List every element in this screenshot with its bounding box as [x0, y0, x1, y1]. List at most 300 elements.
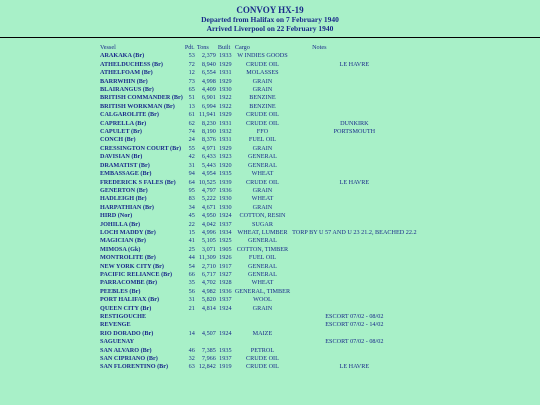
- table-row: [100, 120, 419, 128]
- built-cell: 1929: [219, 77, 232, 85]
- cargo-cell: BENZINE: [249, 94, 276, 102]
- pdt-cell: [185, 313, 197, 321]
- table-row: [100, 78, 419, 86]
- table-row: [100, 179, 419, 187]
- notes-cell: DUNKIRK: [340, 119, 369, 127]
- built-cell: 1929: [219, 60, 232, 68]
- table-row: [100, 153, 419, 161]
- table-row: [100, 313, 419, 321]
- pdt-cell: 31: [188, 296, 195, 304]
- tons-cell: 4,042: [201, 220, 216, 228]
- page-header: [0, 0, 540, 38]
- vessel-link[interactable]: EMBASSAGE (Br): [100, 170, 152, 178]
- cargo-cell: FUEL OIL: [248, 136, 277, 144]
- notes-cell: [292, 78, 419, 86]
- vessel-link[interactable]: QUEEN CITY (Br): [100, 304, 152, 312]
- notes-cell: ESCORT 07/02 - 14/02: [325, 321, 384, 329]
- tons-cell: 12,842: [198, 363, 216, 371]
- cargo-cell: GRAIN: [252, 203, 273, 211]
- table-row: [100, 229, 419, 237]
- vessel-cell: [100, 153, 185, 161]
- cargo-cell: CRUDE OIL: [246, 111, 279, 119]
- notes-cell: [292, 271, 419, 279]
- vessel-cell: [100, 86, 185, 94]
- cargo-cell: WHEAT: [251, 195, 274, 203]
- table-header-row: [100, 44, 419, 52]
- tons-cell: 5,820: [201, 296, 216, 304]
- vessel-link[interactable]: CRESSINGTON COURT (Br): [100, 144, 182, 152]
- vessel-cell: [100, 271, 185, 279]
- vessel-link[interactable]: BLAIRANGUS (Br): [100, 86, 154, 94]
- notes-cell: [292, 111, 419, 119]
- vessel-cell: [100, 237, 185, 245]
- table-row: [100, 136, 419, 144]
- vessel-cell: [100, 212, 185, 220]
- table-row: [100, 246, 419, 254]
- vessel-link[interactable]: SAGUENAY: [100, 338, 135, 346]
- vessel-cell: [100, 120, 185, 128]
- vessel-link[interactable]: ATHELDUCHESS (Br): [100, 60, 163, 68]
- tons-cell: 5,443: [201, 161, 216, 169]
- tons-cell: 8,376: [201, 136, 216, 144]
- built-cell: 1934: [219, 228, 232, 236]
- notes-cell: TORP BY U 57 AND U 23 21.2, BEACHED 22.2: [292, 228, 417, 236]
- table-row: [100, 162, 419, 170]
- built-cell: 1924: [219, 304, 232, 312]
- vessel-cell: [100, 288, 185, 296]
- vessel-cell: [100, 103, 185, 111]
- header-divider: [0, 37, 540, 38]
- tons-cell: 4,998: [201, 77, 216, 85]
- table-row: [100, 330, 419, 338]
- built-cell: 1935: [219, 170, 232, 178]
- table-row: [100, 69, 419, 77]
- vessel-link[interactable]: ATHELFOAM (Br): [100, 69, 153, 77]
- cargo-cell: COTTON, RESIN: [239, 212, 286, 220]
- built-cell: 1931: [219, 119, 232, 127]
- table-row: [100, 279, 419, 287]
- vessel-link[interactable]: MAGICIAN (Br): [100, 237, 146, 245]
- vessel-link[interactable]: PORT HALIFAX (Br): [100, 296, 160, 304]
- notes-cell: [292, 237, 419, 245]
- vessel-link[interactable]: JOHILLA (Br): [100, 220, 141, 228]
- arrival-line: Arrived Liverpool on 22 February 1940: [206, 24, 334, 33]
- vessel-link[interactable]: RIO DORADO (Br): [100, 329, 154, 337]
- pdt-cell: 46: [188, 346, 195, 354]
- notes-cell: [292, 52, 419, 60]
- tons-cell: 11,941: [199, 111, 216, 119]
- notes-cell: [292, 94, 419, 102]
- vessel-cell: [100, 170, 185, 178]
- pdt-cell: 62: [188, 119, 195, 127]
- vessel-cell: [100, 330, 185, 338]
- built-cell: 1931: [219, 69, 232, 77]
- pdt-cell: 25: [188, 245, 195, 253]
- vessel-link[interactable]: BARRWHIN (Br): [100, 77, 148, 85]
- table-row: [100, 103, 419, 111]
- built-cell: 1937: [219, 296, 232, 304]
- notes-cell: [292, 263, 419, 271]
- vessel-cell: [100, 162, 185, 170]
- tons-cell: 6,433: [201, 153, 216, 161]
- table-row: [100, 195, 419, 203]
- pdt-cell: 31: [188, 161, 195, 169]
- vessel-cell: [100, 321, 185, 329]
- built-cell: [218, 338, 235, 346]
- pdt-cell: 13: [188, 102, 195, 110]
- tons-cell: 7,385: [201, 346, 216, 354]
- cargo-cell: GENERAL: [248, 270, 277, 278]
- notes-cell: ESCORT 07/02 - 08/02: [325, 313, 384, 320]
- notes-cell: [292, 86, 419, 94]
- cargo-cell: MAIZE: [252, 329, 273, 337]
- cargo-cell: CRUDE OIL: [246, 178, 279, 186]
- table-row: [100, 221, 419, 229]
- table-row: [100, 321, 419, 329]
- table-row: [100, 338, 419, 346]
- notes-cell: LE HAVRE: [339, 363, 370, 371]
- table-row: [100, 61, 419, 69]
- pdt-cell: 51: [188, 94, 195, 102]
- built-cell: 1929: [219, 111, 232, 119]
- vessel-link[interactable]: BRITISH WORKMAN (Br): [100, 102, 175, 110]
- table-row: [100, 128, 419, 136]
- cargo-cell: WHEAT: [251, 170, 274, 178]
- tons-cell: [197, 338, 218, 346]
- tons-cell: 4,950: [201, 212, 216, 220]
- departure-line: Departed from Halifax on 7 February 1940: [201, 15, 339, 24]
- vessel-cell: [100, 229, 185, 237]
- cargo-cell: BENZINE: [249, 102, 276, 110]
- pdt-cell: 42: [188, 153, 195, 161]
- table-row: [100, 94, 419, 102]
- vessel-link[interactable]: BRITISH COMMANDER (Br): [100, 94, 183, 102]
- vessel-cell: [100, 338, 185, 346]
- pdt-cell: 14: [188, 329, 195, 337]
- cargo-cell: GRAIN: [252, 144, 273, 152]
- notes-cell: PORTSMOUTH: [333, 128, 376, 136]
- notes-cell: [292, 296, 419, 304]
- cargo-cell: GENERAL, TIMBER: [234, 287, 291, 295]
- built-cell: 1937: [219, 355, 232, 363]
- vessel-cell: [100, 61, 185, 69]
- vessel-link[interactable]: SAN ALVARO (Br): [100, 346, 152, 354]
- notes-cell: [292, 195, 419, 203]
- cargo-cell: SUGAR: [251, 220, 273, 228]
- cargo-cell: WOOL: [253, 296, 272, 304]
- vessel-cell: [100, 355, 185, 363]
- vessel-link[interactable]: HARPATHIAN (Br): [100, 203, 154, 211]
- cargo-cell: [235, 321, 292, 329]
- table-row: [100, 86, 419, 94]
- cargo-cell: GRAIN: [252, 77, 273, 85]
- built-cell: 1905: [219, 245, 232, 253]
- notes-cell: [292, 305, 419, 313]
- vessel-link[interactable]: DAVISIAN (Br): [100, 153, 143, 161]
- tons-cell: 8,190: [201, 128, 216, 136]
- vessel-link[interactable]: PEEBLES (Br): [100, 287, 141, 295]
- column-header-cargo: Cargo: [234, 44, 250, 51]
- vessel-link[interactable]: SAN FLORENTINO (Br): [100, 363, 169, 371]
- built-cell: [218, 313, 235, 321]
- pdt-cell: 35: [188, 279, 195, 287]
- notes-cell: [292, 153, 419, 161]
- tons-cell: 4,797: [201, 186, 216, 194]
- pdt-cell: 95: [188, 186, 195, 194]
- vessel-link[interactable]: MONTROLITE (Br): [100, 254, 156, 262]
- tons-cell: 8,940: [201, 60, 216, 68]
- cargo-cell: GENERAL: [248, 237, 277, 245]
- built-cell: 1922: [219, 94, 232, 102]
- table-row: [100, 355, 419, 363]
- pdt-cell: 53: [188, 52, 195, 60]
- tons-cell: 6,717: [201, 270, 216, 278]
- vessel-cell: [100, 195, 185, 203]
- cargo-cell: CRUDE OIL: [246, 355, 279, 363]
- vessel-link[interactable]: NEW YORK CITY (Br): [100, 262, 164, 270]
- vessel-link[interactable]: MIMOSA (Gk): [100, 245, 141, 253]
- vessel-cell: [100, 246, 185, 254]
- vessel-cell: [100, 136, 185, 144]
- pdt-cell: 41: [188, 237, 195, 245]
- notes-cell: [292, 254, 419, 262]
- pdt-cell: 34: [188, 203, 195, 211]
- tons-cell: 4,814: [201, 304, 216, 312]
- tons-cell: 4,971: [201, 144, 216, 152]
- table-row: [100, 145, 419, 153]
- tons-cell: 4,982: [201, 287, 216, 295]
- notes-cell: LE HAVRE: [339, 178, 370, 186]
- pdt-cell: [185, 338, 197, 346]
- notes-cell: [292, 103, 419, 111]
- pdt-cell: [185, 321, 197, 329]
- column-header-pdt: Pdt.: [184, 44, 195, 51]
- vessel-cell: [100, 254, 185, 262]
- table-row: [100, 288, 419, 296]
- table-row: [100, 111, 419, 119]
- built-cell: 1932: [219, 128, 232, 136]
- built-cell: 1929: [219, 144, 232, 152]
- pdt-cell: 66: [188, 270, 195, 278]
- cargo-cell: GENERAL: [248, 161, 277, 169]
- vessel-cell: [100, 363, 185, 371]
- vessel-cell: [100, 111, 185, 119]
- notes-cell: [292, 162, 419, 170]
- notes-cell: [292, 288, 419, 296]
- built-cell: 1924: [219, 212, 232, 220]
- notes-cell: [292, 145, 419, 153]
- table-row: [100, 363, 419, 371]
- cargo-cell: GRAIN: [252, 186, 273, 194]
- tons-cell: 11,309: [199, 254, 216, 262]
- vessel-link[interactable]: CONCH (Br): [100, 136, 136, 144]
- cargo-cell: WHEAT, LUMBER: [237, 228, 288, 236]
- tons-cell: [197, 313, 218, 321]
- vessel-cell: [100, 179, 185, 187]
- pdt-cell: 61: [188, 111, 195, 119]
- vessel-cell: [100, 204, 185, 212]
- notes-cell: [292, 330, 419, 338]
- table-row: [100, 347, 419, 355]
- notes-cell: LE HAVRE: [339, 60, 370, 68]
- notes-cell: [292, 279, 419, 287]
- pdt-cell: 22: [188, 220, 195, 228]
- cargo-cell: GRAIN: [252, 304, 273, 312]
- tons-cell: 2,710: [201, 262, 216, 270]
- tons-cell: 8,230: [201, 119, 216, 127]
- tons-cell: 4,507: [201, 329, 216, 337]
- cargo-cell: CRUDE OIL: [246, 60, 279, 68]
- built-cell: 1926: [219, 254, 232, 262]
- vessel-link[interactable]: CAPRELLA (Br): [100, 119, 147, 127]
- built-cell: 1937: [219, 220, 232, 228]
- vessel-link[interactable]: CALGAROLITE (Br): [100, 111, 159, 119]
- vessel-cell: [100, 305, 185, 313]
- notes-cell: [292, 69, 419, 77]
- notes-cell: [292, 212, 419, 220]
- pdt-cell: 44: [188, 254, 195, 262]
- tons-cell: 3,071: [201, 245, 216, 253]
- tons-cell: 6,901: [201, 94, 216, 102]
- table-row: [100, 52, 419, 60]
- vessel-cell: [100, 69, 185, 77]
- cargo-cell: CRUDE OIL: [246, 119, 279, 127]
- cargo-cell: W INDIES GOODS: [237, 52, 288, 60]
- built-cell: 1922: [219, 102, 232, 110]
- built-cell: 1930: [219, 203, 232, 211]
- tons-cell: 4,671: [201, 203, 216, 211]
- vessel-link[interactable]: RESTIGOUCHE: [100, 313, 147, 320]
- vessel-link[interactable]: GENERTON (Br): [100, 186, 148, 194]
- built-cell: 1933: [219, 52, 232, 60]
- pdt-cell: 94: [188, 170, 195, 178]
- page-title: CONVOY HX-19: [236, 5, 304, 15]
- pdt-cell: 83: [188, 195, 195, 203]
- pdt-cell: 72: [188, 60, 195, 68]
- pdt-cell: 32: [188, 355, 195, 363]
- built-cell: 1936: [219, 186, 232, 194]
- cargo-cell: GENERAL: [248, 153, 277, 161]
- vessel-link[interactable]: SAN CIPRIANO (Br): [100, 355, 158, 363]
- built-cell: 1925: [219, 237, 232, 245]
- vessel-link[interactable]: HIRD (Nor): [100, 212, 133, 220]
- table-row: [100, 212, 419, 220]
- notes-cell: [292, 221, 419, 229]
- pdt-cell: 55: [188, 144, 195, 152]
- notes-cell: [292, 204, 419, 212]
- cargo-cell: PETROL: [250, 346, 275, 354]
- vessel-cell: [100, 187, 185, 195]
- vessel-link[interactable]: FREDERICK S FALES (Br): [100, 178, 176, 186]
- cargo-cell: CRUDE OIL: [246, 363, 279, 371]
- tons-cell: 4,702: [201, 279, 216, 287]
- vessel-link[interactable]: LOCH MADDY (Br): [100, 228, 156, 236]
- table-body: [100, 52, 419, 371]
- table-row: [100, 254, 419, 262]
- cargo-cell: [235, 338, 292, 346]
- vessel-cell: [100, 94, 185, 102]
- table-row: [100, 237, 419, 245]
- built-cell: 1936: [219, 287, 232, 295]
- tons-cell: 6,994: [201, 102, 216, 110]
- built-cell: 1924: [219, 329, 232, 337]
- pdt-cell: 56: [188, 287, 195, 295]
- vessel-link[interactable]: CAPULET (Br): [100, 128, 142, 136]
- built-cell: 1928: [219, 279, 232, 287]
- pdt-cell: 15: [188, 228, 195, 236]
- pdt-cell: 73: [188, 77, 195, 85]
- vessel-cell: [100, 52, 185, 60]
- cargo-cell: FFO: [256, 128, 269, 136]
- built-cell: 1917: [219, 262, 232, 270]
- vessel-link[interactable]: ARAKAKA (Br): [100, 52, 145, 60]
- table-row: [100, 305, 419, 313]
- cargo-cell: MOLASSES: [246, 69, 279, 77]
- notes-cell: [292, 136, 419, 144]
- tons-cell: 5,105: [201, 237, 216, 245]
- vessel-link[interactable]: REVENGE: [100, 321, 131, 329]
- vessel-cell: [100, 221, 185, 229]
- cargo-cell: WHEAT: [251, 279, 274, 287]
- built-cell: 1930: [219, 86, 232, 94]
- cargo-cell: GRAIN: [252, 86, 273, 94]
- tons-cell: 6,554: [201, 69, 216, 77]
- pdt-cell: 64: [188, 178, 195, 186]
- column-header-vessel: Vessel: [100, 44, 116, 51]
- built-cell: 1920: [219, 161, 232, 169]
- pdt-cell: 54: [188, 262, 195, 270]
- vessel-cell: [100, 263, 185, 271]
- notes-cell: [292, 187, 419, 195]
- tons-cell: 4,409: [201, 86, 216, 94]
- pdt-cell: 24: [188, 136, 195, 144]
- pdt-cell: 74: [188, 128, 195, 136]
- cargo-cell: COTTON, TIMBER: [236, 245, 289, 253]
- vessel-cell: [100, 279, 185, 287]
- built-cell: 1927: [219, 270, 232, 278]
- vessel-link[interactable]: HADLEIGH (Br): [100, 195, 147, 203]
- vessel-link[interactable]: PARRACOMBE (Br): [100, 279, 158, 287]
- tons-cell: 10,525: [198, 178, 216, 186]
- notes-cell: ESCORT 07/02 - 08/02: [325, 338, 384, 346]
- notes-cell: [292, 246, 419, 254]
- tons-cell: 4,954: [201, 170, 216, 178]
- built-cell: [218, 321, 235, 329]
- column-header-tons: Tons: [196, 44, 209, 51]
- table-row: [100, 296, 419, 304]
- column-header-built: Built: [217, 44, 231, 51]
- vessel-cell: [100, 296, 185, 304]
- column-header-notes: Notes: [312, 44, 327, 51]
- tons-cell: 4,996: [201, 228, 216, 236]
- notes-cell: [292, 347, 419, 355]
- cargo-cell: [235, 313, 292, 321]
- vessel-cell: [100, 347, 185, 355]
- vessel-cell: [100, 128, 185, 136]
- tons-cell: 5,222: [201, 195, 216, 203]
- cargo-cell: FUEL OIL: [248, 254, 277, 262]
- vessel-link[interactable]: PACIFIC RELIANCE (Br): [100, 270, 173, 278]
- built-cell: 1935: [219, 346, 232, 354]
- pdt-cell: 65: [188, 86, 195, 94]
- vessel-link[interactable]: DRAMATIST (Br): [100, 161, 150, 169]
- pdt-cell: 45: [188, 212, 195, 220]
- built-cell: 1919: [219, 363, 232, 371]
- table-row: [100, 263, 419, 271]
- vessel-cell: [100, 145, 185, 153]
- table-row: [100, 271, 419, 279]
- pdt-cell: 63: [188, 363, 195, 371]
